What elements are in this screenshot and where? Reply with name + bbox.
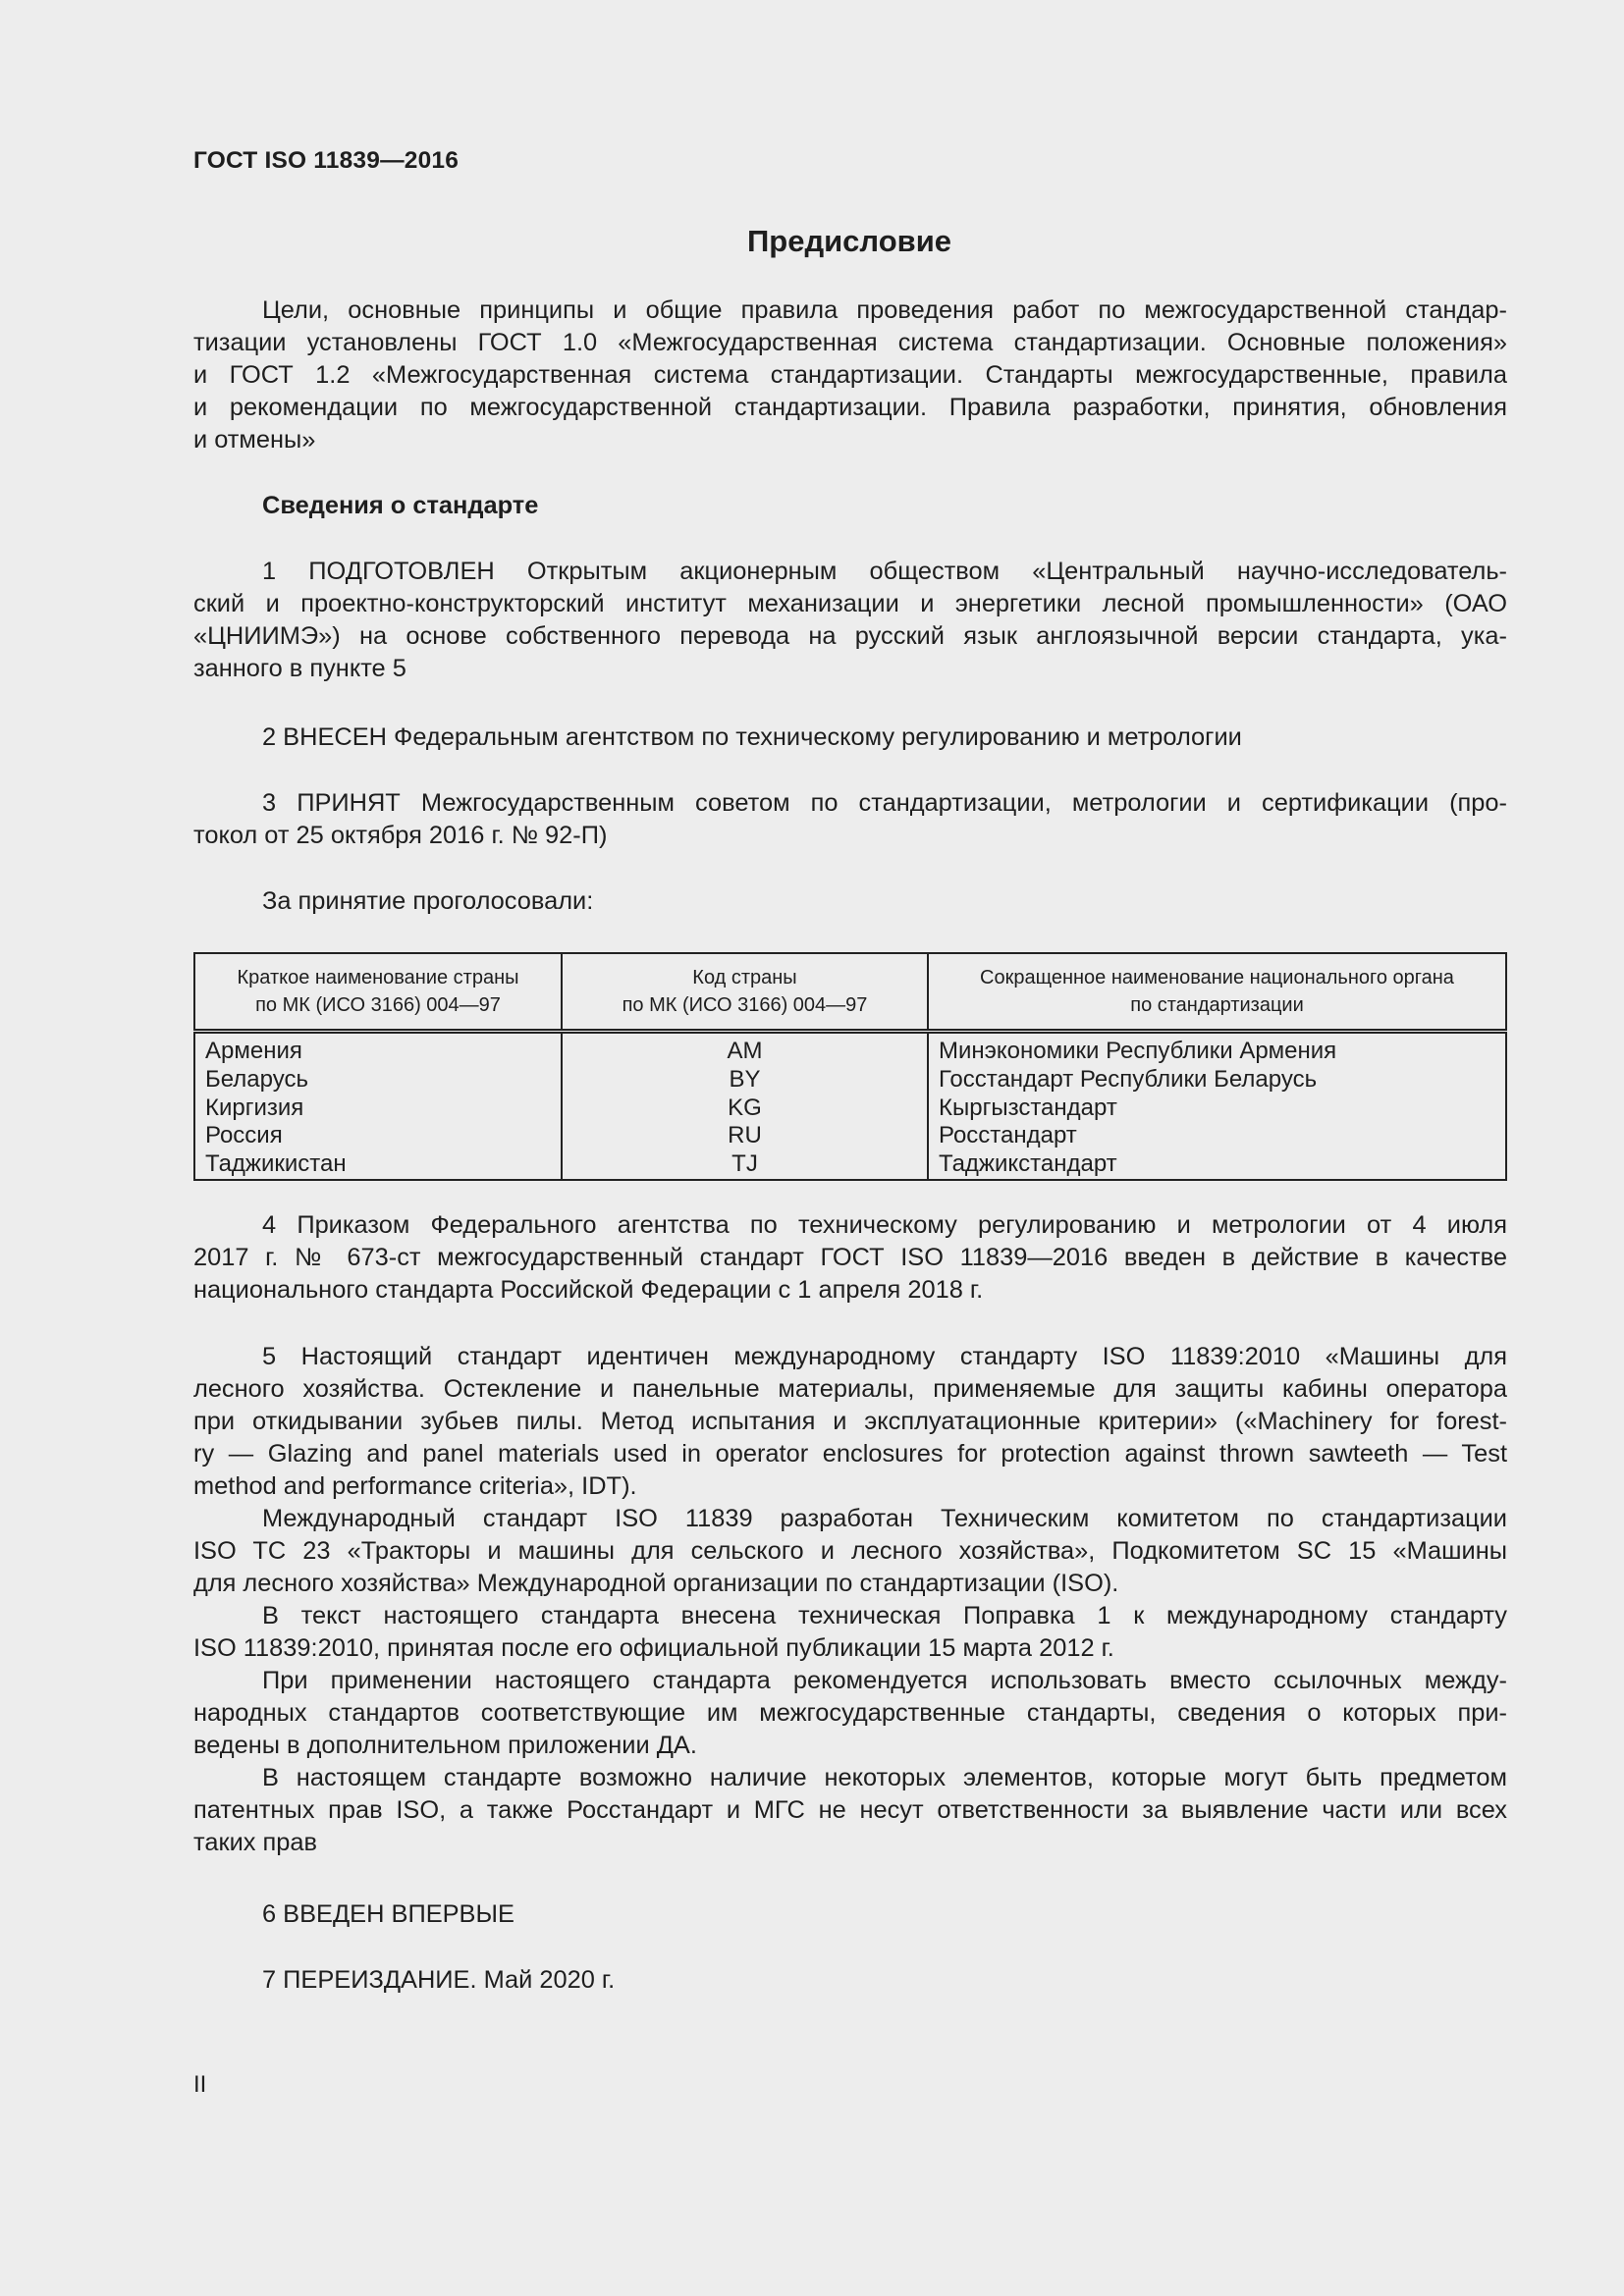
item-5-p4-line: ведены в дополнительном приложении ДА. xyxy=(193,1732,697,1759)
table-row xyxy=(194,1032,1506,1180)
intro-line: Цели, основные принципы и общие правила проведения работ по межгосударственной стандар- xyxy=(262,296,1507,324)
item-1-line: «ЦНИИМЭ») на основе собственного перевода на русский язык англоязычной версии стандарта, ука- xyxy=(193,622,1507,650)
item-5-line: 5 Настоящий стандарт идентичен международному стандарту ISO 11839:2010 «Машины для xyxy=(262,1343,1507,1370)
country-name-column xyxy=(194,1032,562,1180)
country-code-cell: KG xyxy=(728,1094,762,1121)
country-code-cell: AM xyxy=(727,1038,763,1064)
country-name-cell: Армения xyxy=(205,1038,302,1064)
item-3-line: 3 ПРИНЯТ Межгосударственным советом по стандартизации, метрологии и сертификации (про- xyxy=(262,789,1507,817)
item-1-line: 1 ПОДГОТОВЛЕН Открытым акционерным обществом «Центральный научно-исследователь- xyxy=(262,558,1507,585)
item-3-line: токол от 25 октября 2016 г. № 92-П) xyxy=(193,822,608,849)
intro-line: и ГОСТ 1.2 «Межгосударственная система стандартизации. Стандарты межгосударственные, правила xyxy=(193,361,1507,389)
item-5-p4-line: народных стандартов соответствующие им межгосударственные стандарты, сведения о которых при- xyxy=(193,1699,1507,1727)
table-header-row xyxy=(194,953,1506,1032)
item-1-line: ский и проектно-конструкторский институт механизации и энергетики лесной промышленности» (ОАО xyxy=(193,590,1507,617)
item-5-p2-line: Международный стандарт ISO 11839 разработан Техническим комитетом по стандартизации xyxy=(262,1505,1507,1532)
item-7-paragraph: 7 ПЕРЕИЗДАНИЕ. Май 2020 г. xyxy=(262,1966,616,1994)
item-3-paragraph xyxy=(193,787,1507,852)
country-code-cell: BY xyxy=(729,1065,761,1093)
intro-paragraph xyxy=(193,294,1507,456)
item-4-line: национального стандарта Российской Федерации с 1 апреля 2018 г. xyxy=(193,1276,984,1304)
country-code-column xyxy=(562,1032,928,1180)
item-1-line: занного в пункте 5 xyxy=(193,655,406,682)
section-heading: Сведения о стандарте xyxy=(262,492,539,519)
item-6-paragraph: 6 ВВЕДЕН ВПЕРВЫЕ xyxy=(262,1900,514,1928)
country-code-cell: RU xyxy=(728,1122,762,1149)
item-5-line: лесного хозяйства. Остекление и панельные материалы, применяемые для защиты кабины оператора xyxy=(193,1375,1507,1403)
country-name-cell: Россия xyxy=(205,1122,283,1149)
standards-body-cell: Таджикстандарт xyxy=(939,1150,1117,1178)
item-5-p3-line: ISO 11839:2010, принятая после его официальной публикации 15 марта 2012 г. xyxy=(193,1634,1114,1662)
country-name-cell: Киргизия xyxy=(205,1094,304,1121)
item-2-paragraph: 2 ВНЕСЕН Федеральным агентством по техническому регулированию и метрологии xyxy=(262,723,1242,751)
item-5-p5-line: патентных прав ISO, а также Росстандарт и МГС не несут ответственности за выявление части или всех xyxy=(193,1796,1507,1824)
item-5-p4-line: При применении настоящего стандарта рекомендуется использовать вместо ссылочных между- xyxy=(262,1667,1507,1694)
standards-body-cell: Госстандарт Республики Беларусь xyxy=(939,1065,1318,1093)
item-5-line: method and performance criteria», IDT). xyxy=(193,1472,637,1500)
country-name-cell: Таджикистан xyxy=(205,1150,347,1178)
standards-body-cell: Кыргызстандарт xyxy=(939,1094,1117,1121)
standards-body-cell: Росстандарт xyxy=(939,1122,1077,1149)
page-title: Предисловие xyxy=(746,224,951,258)
item-4-line: 2017 г. № 673-ст межгосударственный стандарт ГОСТ ISO 11839—2016 введен в действие в качестве xyxy=(193,1244,1507,1271)
vote-intro: За принятие проголосовали: xyxy=(262,887,594,915)
item-5-line: при откидывании зубьев пилы. Метод испытания и эксплуатационные критерии» («Machinery for forest- xyxy=(193,1408,1507,1435)
country-name-cell: Беларусь xyxy=(205,1065,308,1093)
page-number: II xyxy=(193,2071,207,2098)
item-5-p5-line: В настоящем стандарте возможно наличие некоторых элементов, которые могут быть предметом xyxy=(262,1764,1507,1791)
item-5-p2-line: ISO TC 23 «Тракторы и машины для сельского и лесного хозяйства», Подкомитетом SC 15 «Машины xyxy=(193,1537,1507,1565)
item-1-paragraph xyxy=(193,556,1507,685)
country-code-cell: TJ xyxy=(731,1150,758,1178)
standards-body-column xyxy=(928,1032,1506,1180)
item-5-p3-line: В текст настоящего стандарта внесена техническая Поправка 1 к международному стандарту xyxy=(262,1602,1507,1629)
item-5-p2-line: для лесного хозяйства» Международной организации по стандартизации (ISO). xyxy=(193,1570,1119,1597)
item-5-line: ry — Glazing and panel materials used in operator enclosures for protection against thrown sawteeth — Test xyxy=(193,1440,1507,1468)
item-4-paragraph xyxy=(193,1209,1507,1307)
country-code-header: Код страны по МК (ИСО 3166) 004—97 xyxy=(562,953,928,1032)
item-4-line: 4 Приказом Федерального агентства по техническому регулированию и метрологии от 4 июля xyxy=(262,1211,1507,1239)
item-5-p5-line: таких прав xyxy=(193,1829,317,1856)
voting-table xyxy=(193,952,1507,1181)
intro-line: и отмены» xyxy=(193,426,316,454)
item-5-paragraph xyxy=(193,1341,1507,1859)
standards-body-header: Сокращенное наименование национального органа по стандартизации xyxy=(928,953,1506,1032)
intro-line: и рекомендации по межгосударственной стандартизации. Правила разработки, принятия, обновления xyxy=(193,394,1507,421)
standards-body-cell: Минэкономики Республики Армения xyxy=(939,1038,1337,1064)
intro-line: тизации установлены ГОСТ 1.0 «Межгосударственная система стандартизации. Основные положения» xyxy=(193,329,1507,356)
document-code-header: ГОСТ ISO 11839—2016 xyxy=(193,147,460,174)
country-name-header: Краткое наименование страны по МК (ИСО 3166) 004—97 xyxy=(194,953,562,1032)
